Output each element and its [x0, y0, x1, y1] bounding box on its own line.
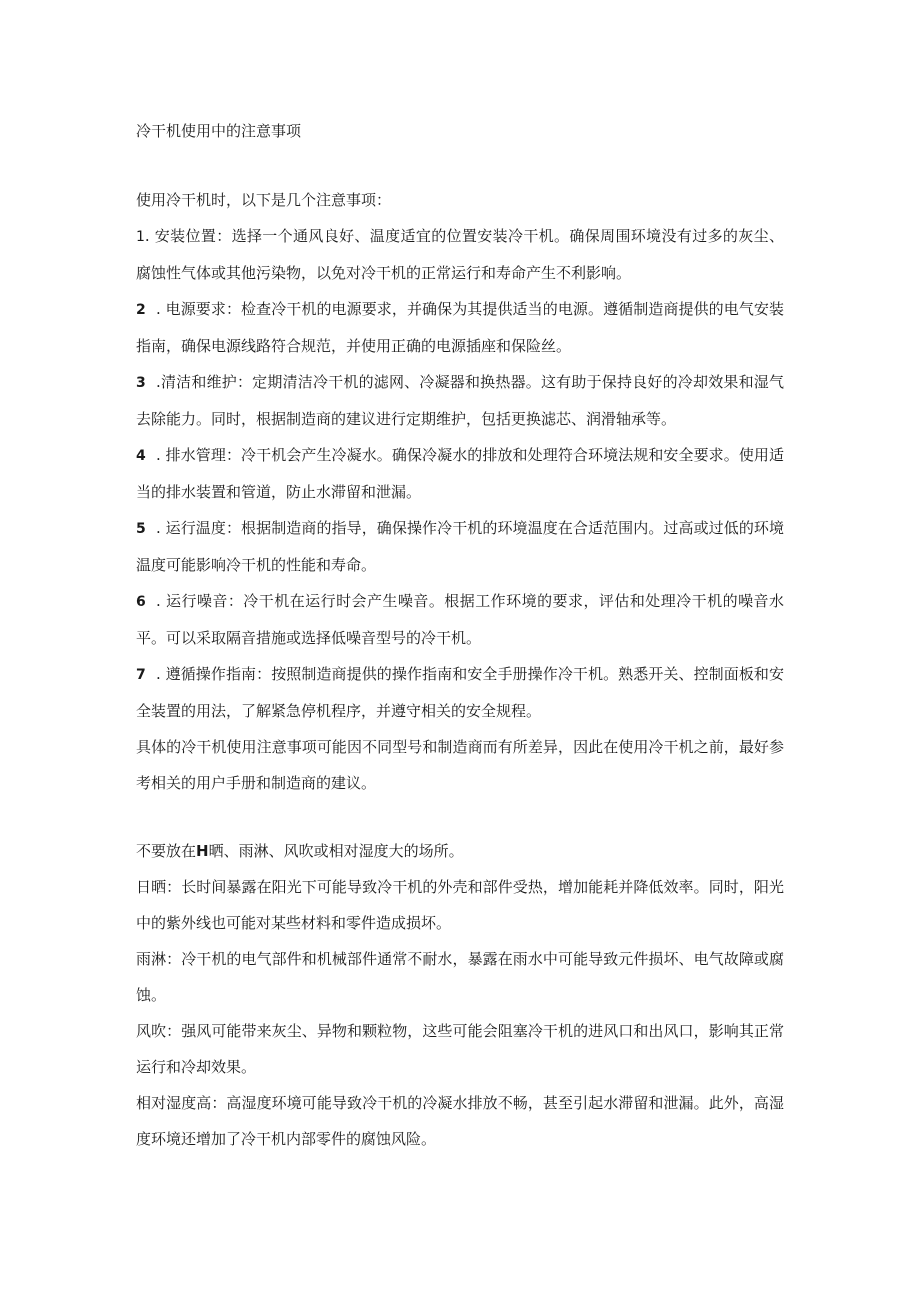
item-text: . 运行温度：根据制造商的指导，确保操作冷干机的环境温度在合适范围内。过高或过低的环境温度可能影响冷干机的性能和寿命。: [136, 519, 784, 574]
summary-paragraph: 具体的冷干机使用注意事项可能因不同型号和制造商而有所差异，因此在使用冷干机之前，最好参考相关的用户手册和制造商的建议。: [136, 738, 784, 792]
item-text: . 遵循操作指南：按照制造商提供的操作指南和安全手册操作冷干机。熟悉开关、控制面板和安全装置的用法，了解紧急停机程序，并遵守相关的安全规程。: [136, 665, 784, 720]
item-number: 6: [136, 594, 146, 610]
item-number: 1: [136, 229, 145, 245]
list-item-7: [136, 656, 784, 729]
item-number: 5: [136, 521, 146, 537]
item-text: .清洁和维护：定期清洁冷干机的滤网、冷凝器和换热器。这有助于保持良好的冷却效果和湿气去除能力。同时，根据制造商的建议进行定期维护，包括更换滤芯、润滑轴承等。: [136, 373, 784, 428]
detail-wind: 风吹：强风可能带来灰尘、异物和颗粒物，这些可能会阻塞冷干机的进风口和出风口，影响其正常运行和冷却效果。: [136, 1022, 784, 1076]
item-text: . 电源要求：检查冷干机的电源要求，并确保为其提供适当的电源。遵循制造商提供的电气安装指南，确保电源线路符合规范，并使用正确的电源插座和保险丝。: [136, 300, 784, 355]
warning-pre: 不要放在: [136, 842, 197, 860]
warning-bold: H: [196, 842, 209, 860]
list-item-3: [136, 364, 784, 437]
warning-heading: [136, 833, 784, 869]
item-text: . 安装位置：选择一个通风良好、温度适宜的位置安装冷干机。确保周围环境没有过多的灰尘、腐蚀性气体或其他污染物，以免对冷干机的正常运行和寿命产生不利影响。: [136, 227, 784, 282]
placement-section: [136, 833, 784, 1157]
list-item-2: [136, 291, 784, 364]
item-number: 7: [136, 667, 146, 683]
detail-humidity: 相对湿度高：高湿度环境可能导致冷干机的冷凝水排放不畅，甚至引起水滞留和泄漏。此外，高湿度环境还增加了冷干机内部零件的腐蚀风险。: [136, 1094, 784, 1148]
list-item-4: [136, 437, 784, 510]
intro-paragraph: 使用冷干机时，以下是几个注意事项：: [136, 191, 392, 209]
item-number: 2: [136, 302, 146, 318]
item-text: . 运行噪音：冷干机在运行时会产生噪音。根据工作环境的要求，评估和处理冷干机的噪音水平。可以采取隔音措施或选择低噪音型号的冷干机。: [136, 592, 784, 647]
list-item-1: [136, 218, 784, 291]
item-number: 4: [136, 448, 146, 464]
page-title: 冷干机使用中的注意事项: [136, 122, 302, 140]
list-item-5: [136, 510, 784, 583]
list-item-6: [136, 583, 784, 656]
detail-sunlight: 日晒：长时间暴露在阳光下可能导致冷干机的外壳和部件受热，增加能耗并降低效率。同时，阳光中的紫外线也可能对某些材料和零件造成损坏。: [136, 878, 784, 932]
item-text: . 排水管理：冷干机会产生冷凝水。确保冷凝水的排放和处理符合环境法规和安全要求。使用适当的排水装置和管道，防止水滞留和泄漏。: [136, 446, 784, 501]
notice-section: [136, 182, 784, 801]
detail-rain: 雨淋：冷干机的电气部件和机械部件通常不耐水，暴露在雨水中可能导致元件损坏、电气故障或腐蚀。: [136, 950, 784, 1004]
item-number: 3: [136, 375, 146, 391]
warning-post: 晒、雨淋、风吹或相对湿度大的场所。: [208, 842, 464, 860]
